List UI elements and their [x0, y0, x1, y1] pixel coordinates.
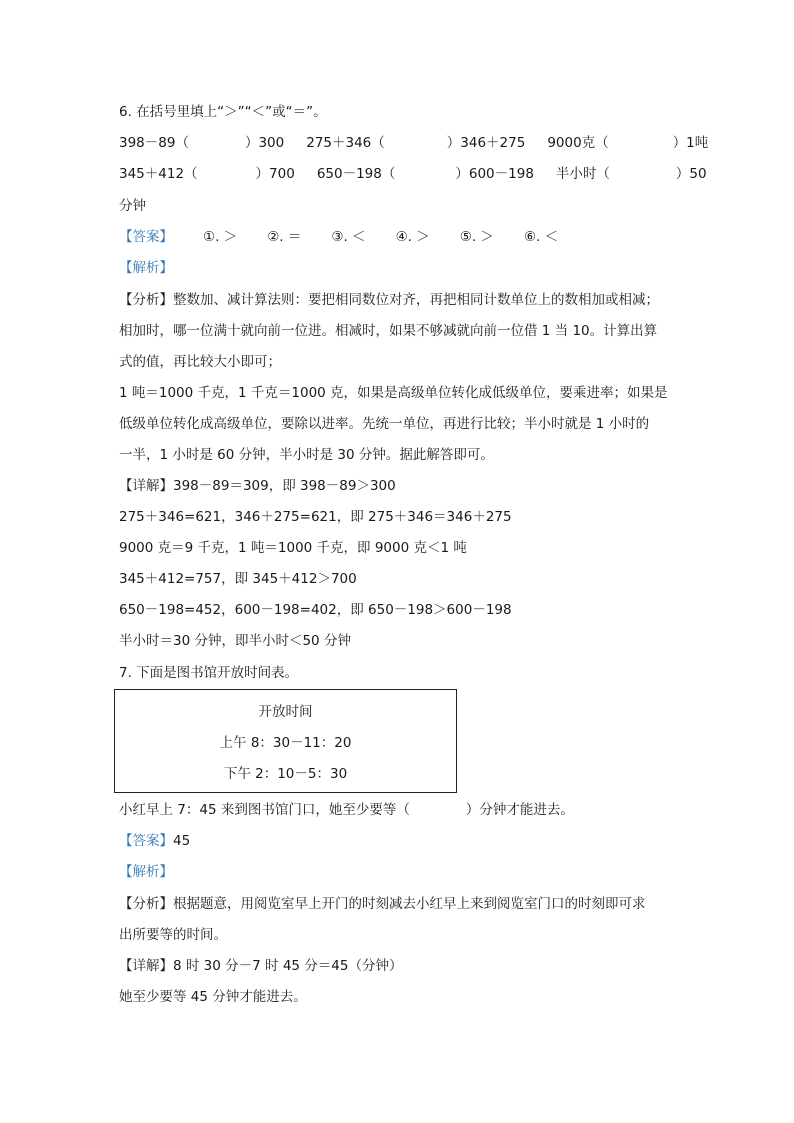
q7-analysis-line-2: 出所要等的时间。 — [119, 927, 227, 943]
question-6-title: 6. 在括号里填上“＞”“＜”或“＝”。 — [119, 104, 327, 120]
q6-analysis-line-6: 一半，1 小时是 60 分钟，半小时是 30 分钟。据此解答即可。 — [119, 447, 494, 463]
analysis-prefix: 【分析】 — [119, 896, 173, 912]
analysis-text: 根据题意，用阅览室早上开门的时刻减去小红早上来到阅览室门口的时刻即可求 — [173, 896, 646, 912]
blank-1-right: ）300 — [244, 135, 285, 151]
question-6-row-1 — [119, 133, 708, 153]
blank-6-left: 半小时（ — [555, 166, 610, 182]
answer-value: 45 — [173, 833, 191, 849]
q7-detail-line-2: 她至少要等 45 分钟才能进去。 — [119, 989, 307, 1005]
detail-prefix: 【详解】 — [119, 958, 173, 974]
detail-text: 8 时 30 分－7 时 45 分＝45（分钟） — [173, 958, 403, 974]
q6-detail-line-3: 9000 克＝9 千克，1 吨＝1000 千克，即 9000 克＜1 吨 — [119, 540, 467, 556]
detail-prefix: 【详解】 — [119, 478, 173, 494]
question-7-text-a: 小红早上 7：45 来到图书馆门口，她至少要等（ — [119, 802, 410, 818]
blank-2-right: ）346＋275 — [446, 135, 526, 151]
analysis-prefix: 【分析】 — [119, 292, 173, 308]
opening-hours-table — [114, 689, 457, 793]
q6-analysis-line-3: 式的值，再比较大小即可； — [119, 354, 281, 370]
table-title: 开放时间 — [258, 704, 313, 720]
question-6-row-2-wrap: 分钟 — [119, 198, 146, 214]
answer-item-2: ②. ＝ — [267, 229, 302, 245]
question-7-text-b: ）分钟才能进去。 — [465, 802, 574, 818]
blank-6-right: ）50 — [675, 166, 707, 182]
q6-answer-line — [119, 227, 588, 247]
blank-4-left: 345＋412（ — [119, 166, 198, 182]
blank-5-right: ）600－198 — [455, 166, 534, 182]
q6-analysis-line-4: 1 吨＝1000 千克，1 千克＝1000 克，如果是高级单位转化成低级单位，要乘进率；如果是 — [119, 385, 668, 401]
answer-item-6: ⑥. ＜ — [523, 229, 559, 245]
q6-detail-line-1 — [119, 476, 396, 496]
q6-analysis-line-2: 相加时，哪一位满十就向前一位进。相减时，如果不够减就向前一位借 1 当 10。计算出算 — [119, 323, 658, 339]
answer-item-1: ①. ＞ — [203, 229, 238, 245]
q6-detail-line-5: 650－198=452，600－198=402，即 650－198＞600－198 — [119, 602, 512, 618]
q6-analysis-line-5: 低级单位转化成高级单位，要除以进率。先统一单位，再进行比较；半小时就是 1 小时的 — [119, 416, 650, 432]
blank-4-right: ）700 — [255, 166, 295, 182]
q7-answer-line — [119, 831, 190, 851]
q7-analysis-line-1 — [119, 894, 646, 914]
q6-analysis-tag: 【解析】 — [119, 260, 173, 276]
detail-text: 398－89＝309，即 398－89＞300 — [173, 478, 396, 494]
q6-detail-line-6: 半小时＝30 分钟，即半小时＜50 分钟 — [119, 633, 351, 649]
blank-3-left: 9000克（ — [547, 135, 609, 151]
question-7-title: 7. 下面是图书馆开放时间表。 — [119, 665, 299, 681]
q6-analysis-line-1 — [119, 290, 659, 310]
q7-analysis-tag: 【解析】 — [119, 864, 173, 880]
q6-detail-line-2: 275＋346=621，346＋275=621，即 275＋346＝346＋275 — [119, 509, 512, 525]
blank-3-right: ）1吨 — [672, 135, 709, 151]
answer-item-3: ③. ＜ — [331, 229, 366, 245]
analysis-text: 整数加、减计算法则：要把相同数位对齐，再把相同计数单位上的数相加或相减； — [173, 292, 659, 308]
question-7-text — [119, 800, 574, 820]
table-row-morning: 上午 8：30－11：20 — [219, 735, 352, 751]
q6-detail-line-4: 345＋412=757，即 345＋412＞700 — [119, 571, 357, 587]
q7-detail-line-1 — [119, 956, 402, 976]
question-6-row-2 — [119, 164, 707, 184]
answer-tag: 【答案】 — [119, 833, 173, 849]
blank-5-left: 650－198（ — [316, 166, 396, 182]
blank-2-left: 275＋346（ — [306, 135, 385, 151]
answer-item-4: ④. ＞ — [395, 229, 430, 245]
table-row-afternoon: 下午 2：10－5：30 — [223, 766, 348, 782]
answer-item-5: ⑤. ＞ — [459, 229, 494, 245]
blank-1-left: 398－89（ — [119, 135, 189, 151]
answer-tag: 【答案】 — [119, 229, 173, 245]
